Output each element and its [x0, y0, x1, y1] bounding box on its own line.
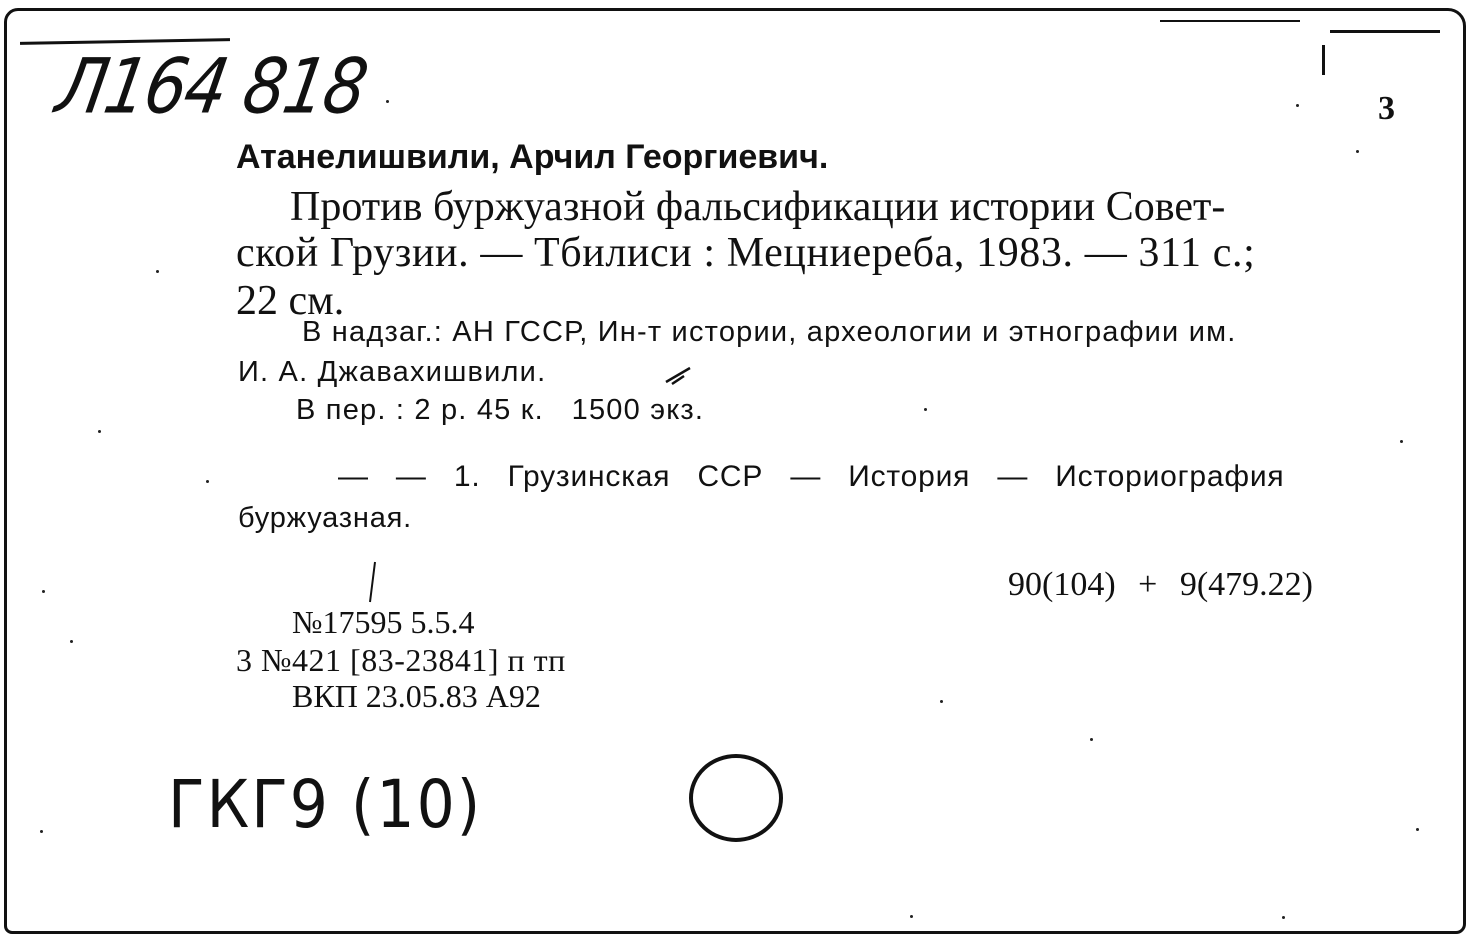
title-text: Против буржуазной фальсификации истории Совет- — [290, 184, 1226, 230]
subject-line: — — 1. Грузинская ССР — История — Историография — [338, 460, 1285, 493]
handwritten-bottom-note: ГКГ9 (10) — [168, 766, 483, 844]
tech-line: ВКП 23.05.83 А92 — [292, 678, 541, 714]
paper-speck — [1356, 150, 1359, 153]
paper-speck — [1400, 440, 1403, 443]
card-number: 3 — [1378, 90, 1395, 127]
title-line: ской Грузии. — Тбилиси : Мецниереба, 1983. — 311 с.; — [236, 230, 1256, 276]
pencil-tick-mark — [662, 362, 702, 402]
paper-speck — [940, 700, 943, 703]
edge-scuff — [1160, 20, 1300, 22]
paper-speck — [40, 830, 43, 833]
paper-speck — [1416, 828, 1419, 831]
tech-line: 3 №421 [83-23841] п тп — [236, 642, 566, 678]
paper-speck — [70, 640, 73, 643]
paper-speck — [386, 100, 389, 103]
classification-code: 90(104) + 9(479.22) — [1008, 566, 1313, 603]
paper-speck — [1090, 738, 1093, 741]
pencil-tick-mark — [366, 560, 380, 604]
paper-speck — [156, 270, 159, 273]
title-line — [290, 186, 1398, 228]
note-line: И. А. Джавахишвили. — [238, 356, 547, 388]
paper-speck — [924, 408, 927, 411]
paper-speck — [42, 590, 45, 593]
edge-scuff — [1330, 30, 1440, 33]
paper-speck — [910, 915, 913, 918]
note-line: В пер. : 2 р. 45 к. 1500 экз. — [296, 394, 705, 426]
author-heading: Атанелишвили, Арчил Георгиевич. — [236, 138, 829, 176]
punch-hole-circle — [686, 750, 786, 846]
tech-line: №17595 5.5.4 — [292, 604, 475, 640]
paper-speck — [98, 430, 101, 433]
subject-line: буржуазная. — [238, 502, 412, 534]
handwritten-shelf-mark: Л164 818 — [50, 42, 373, 131]
edge-scuff — [1322, 45, 1325, 75]
note-line: В надзаг.: АН ГССР, Ин-т истории, археологии и этнографии им. — [302, 316, 1237, 348]
paper-speck — [1282, 916, 1285, 919]
paper-speck — [206, 480, 209, 483]
title-line: 22 см. — [236, 278, 345, 324]
paper-speck — [1296, 104, 1299, 107]
